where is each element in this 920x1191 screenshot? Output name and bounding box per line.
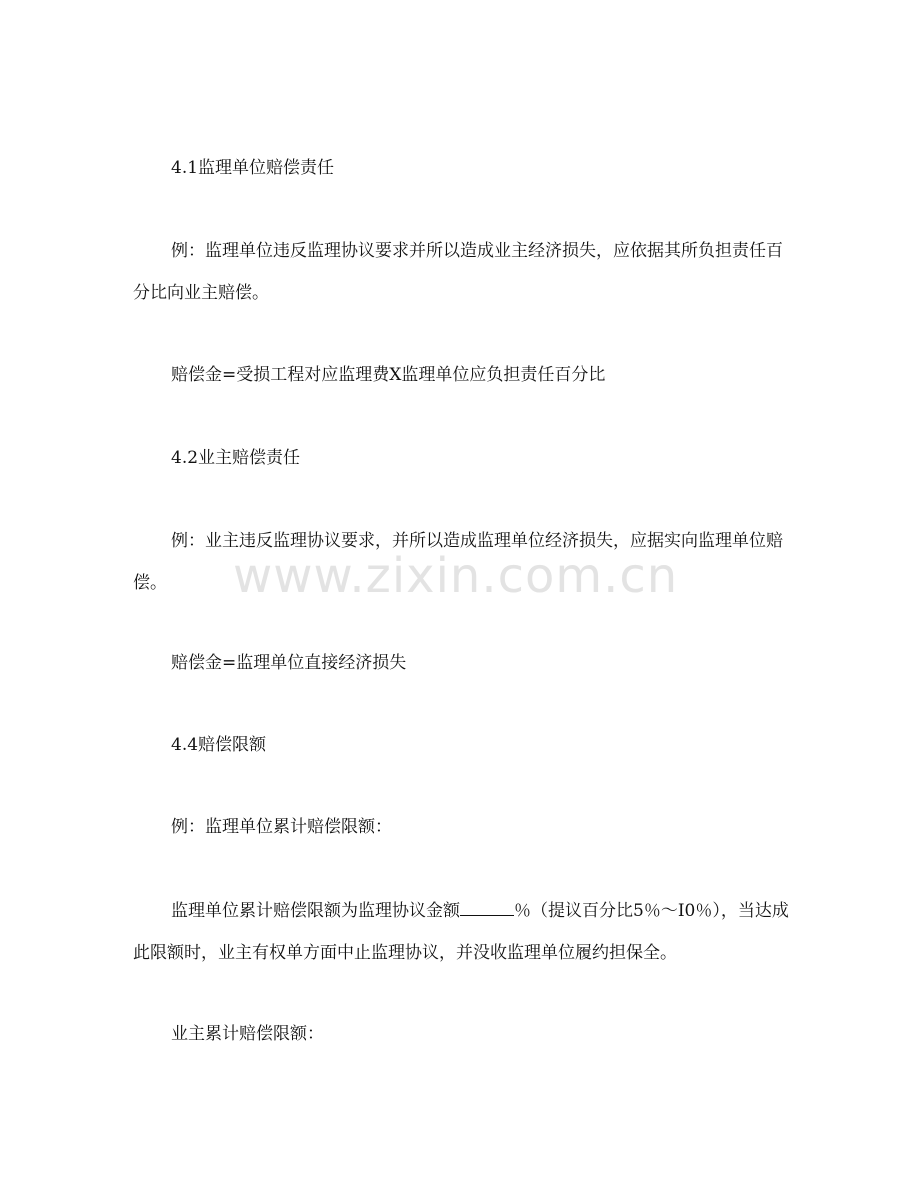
section-heading-4-1: 4.1监理单位赔偿责任 — [171, 158, 335, 178]
paragraph-supervisor-limit-detail — [133, 890, 798, 974]
paragraph-owner-limit: 业主累计赔偿限额： — [171, 1024, 324, 1044]
limit-text-after: ％（提议百分比5％～I0％），当达成此限额时，业主有权单方面中止监理协议，并没收监理单位履约担保全。 — [133, 901, 789, 963]
paragraph-example-supervisor-limit: 例：监理单位累计赔偿限额： — [171, 817, 392, 837]
paragraph-example-supervisor-liability: 例：监理单位违反监理协议要求并所以造成业主经济损失，应依据其所负担责任百分比向业主赔偿。 — [133, 241, 783, 303]
formula-owner-compensation: 赔偿金=监理单位直接经济损失 — [171, 653, 407, 673]
paragraph-example-owner-liability: 例：业主违反监理协议要求，并所以造成监理单位经济损失，应据实向监理单位赔偿。 — [133, 531, 783, 593]
formula-supervisor-compensation: 赔偿金=受损工程对应监理费X监理单位应负担责任百分比 — [171, 365, 606, 385]
limit-text-before: 监理单位累计赔偿限额为监理协议金额 — [171, 901, 460, 921]
watermark: www.zixin.com.cn — [233, 548, 679, 604]
section-heading-4-2: 4.2业主赔偿责任 — [171, 448, 301, 468]
fill-in-blank — [460, 914, 514, 916]
section-heading-4-4: 4.4赔偿限额 — [171, 735, 267, 755]
